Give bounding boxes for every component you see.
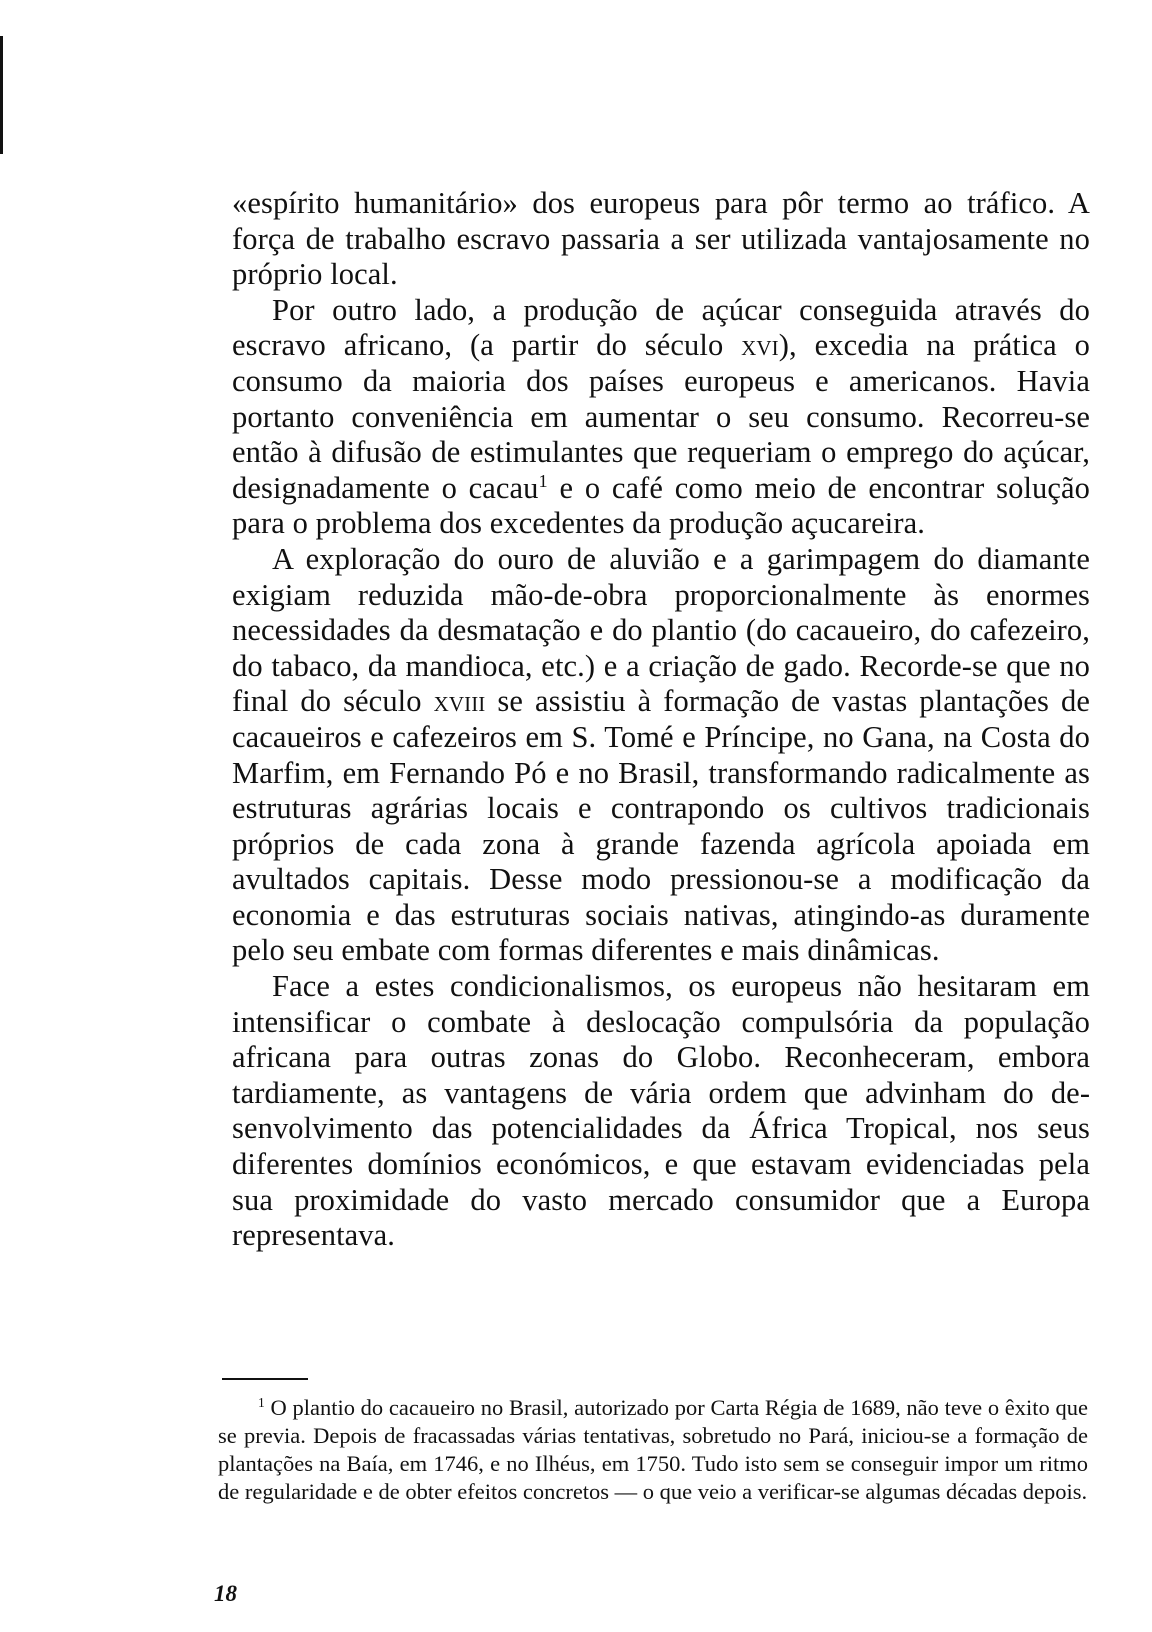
paragraph-3-text-after: se assistiu à formação de vastas plantações de cacaueiros e cafezeiros em S. Tomé e Príncipe, no Gana, na Costa do Marfim, em Fernando Pó e no Brasil, transformando radicalmente as estruturas agrárias locais e contrapondo os cultivos tradicionais próprios de cada zona à grande fazenda agrícola apoiada em avultados capitais. Desse modo pressionou-se a modificação da economia e das estruturas sociais nativas, atingindo-as duramente pelo seu embate com formas diferentes e mais dinâmicas. xyxy=(232,684,1090,968)
paragraph-1 xyxy=(232,186,1090,293)
footnote-1 xyxy=(218,1394,1088,1506)
paragraph-3-century-numeral: xviii xyxy=(433,684,486,719)
paragraph-1-text: «espírito humanitário» dos europeus para pôr termo ao tráfico. A força de trabalho escravo passaria a ser utilizada vantajosamente no próprio local. xyxy=(232,186,1090,292)
footnote-reference: 1 xyxy=(538,470,548,491)
paragraph-2 xyxy=(232,293,1090,542)
main-text xyxy=(232,186,1090,1254)
footnote-marker: 1 xyxy=(258,1394,265,1410)
paragraph-3-text-before: A exploração do ouro de aluvião e a garimpagem do diamante exigiam reduzida mão-de-obra proporcionalmente às enormes necessidades da desmatação e do plantio (do cacaueiro, do cafezeiro, do tabaco, da mandioca, etc.) e a criação de gado. Recorde-se que no final do século xyxy=(232,541,1090,719)
paragraph-3 xyxy=(232,542,1090,969)
footnotes xyxy=(218,1394,1088,1506)
paragraph-2-text-before: Por outro lado, a produção de açúcar conseguida através do escravo africano, (a partir do século xyxy=(232,292,1090,363)
footnote-divider xyxy=(222,1378,308,1380)
footnote-text: O plantio do cacaueiro no Brasil, autorizado por Carta Régia de 1689, não teve o êxito que se previa. Depois de fracassadas várias tentativas, sobretudo no Pará, iniciou-se a formação de plantações na Baía, em 1746, e no Ilhéus, em 1750. Tudo isto sem se conseguir impor um ritmo de regularidade e de obter efeitos concretos — o que veio a verificar-se algumas décadas depois. xyxy=(218,1395,1089,1504)
page-number: 18 xyxy=(214,1581,237,1606)
paragraph-4-text: Face a estes condicionalismos, os europeus não hesitaram em intensificar o combate à deslocação compulsória da população africana para outras zonas do Globo. Reconheceram, embora tardiamente, as vantagens de vária ordem que advinham do desenvolvimento das potencialidades da África Tropical, nos seus diferentes domínios económicos, e que estavam evidenciadas pela sua proximidade do vasto mercado consumidor que a Europa representava. xyxy=(232,969,1090,1253)
paragraph-4 xyxy=(232,969,1090,1254)
paragraph-2-text-middle: ), excedia na prática o consumo da maioria dos países europeus e americanos. Havia portanto conveniência em aumentar o seu consumo. Recorreu-se então à difusão de estimulantes que requeriam o emprego do açúcar, designadamente o cacau xyxy=(232,328,1091,505)
binding-edge-mark xyxy=(0,36,3,154)
paragraph-2-century-numeral: xvi xyxy=(741,328,779,363)
paragraph-2-text-after: e o café como meio de encontrar solução para o problema dos excedentes da produção açucareira. xyxy=(232,470,1090,541)
